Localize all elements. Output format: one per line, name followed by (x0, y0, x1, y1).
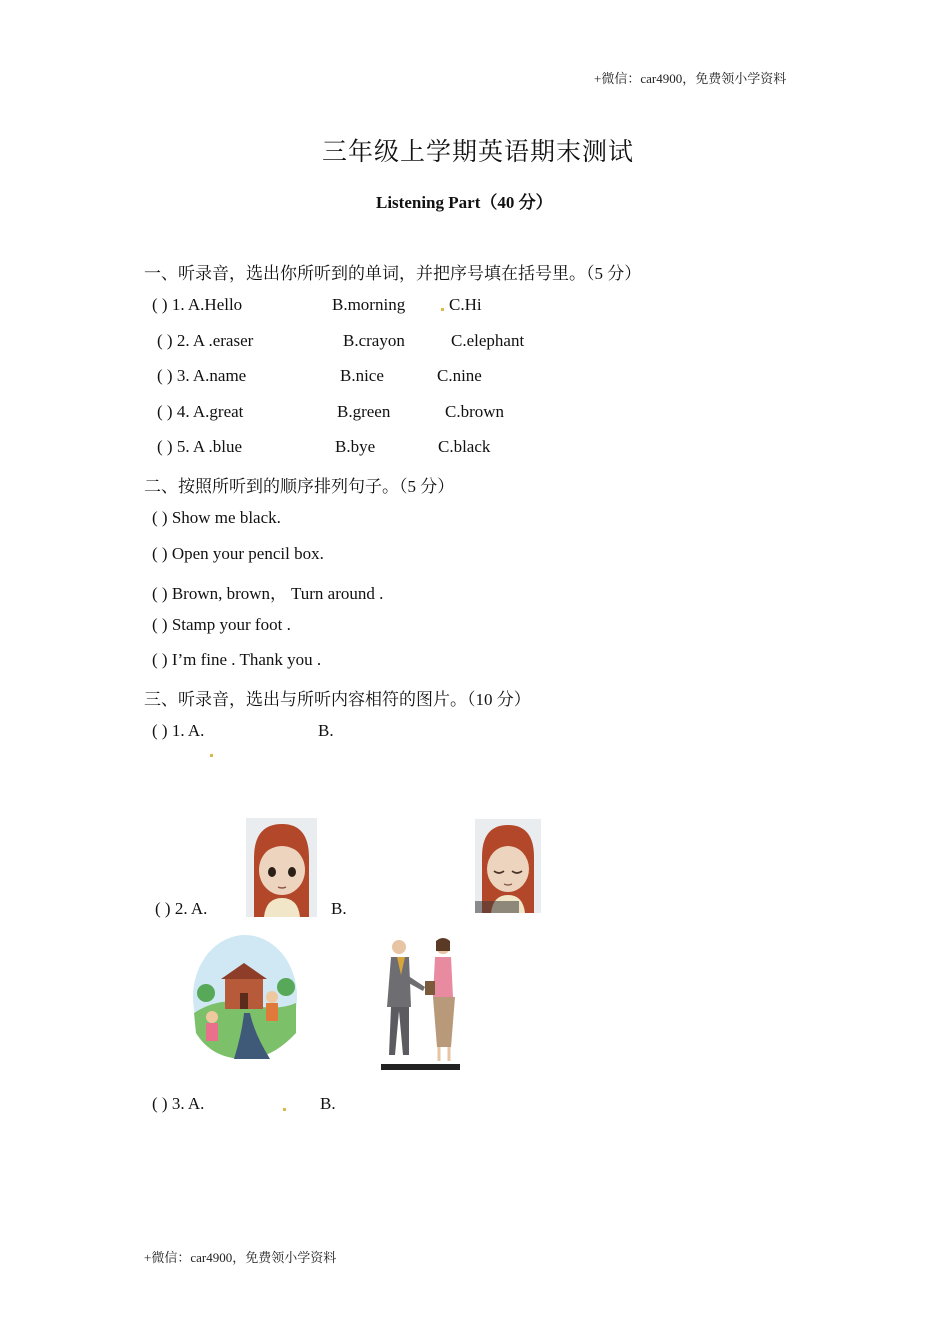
decorative-dot (283, 1108, 286, 1111)
s3-q1-a: ( ) 1. A. (152, 721, 205, 740)
s2-item-2: ( ) Open your pencil box. (152, 544, 324, 563)
footer-note: +微信：car4900，免费领小学资料 (144, 1250, 337, 1265)
section3-heading: 三、听录音，选出与所听内容相符的图片。（10 分） (144, 690, 531, 709)
s1-q5-a: ( ) 5. A .blue (157, 437, 242, 456)
s3-q3-a: ( ) 3. A. (152, 1094, 205, 1113)
decorative-dot (441, 308, 444, 311)
s3-q3-b: B. (320, 1094, 336, 1113)
section2-heading: 二、按照所听到的顺序排列句子。（5 分） (144, 477, 455, 496)
s1-q5-b: B.bye (335, 437, 376, 456)
page-title: 三年级上学期英语期末测试 (322, 139, 635, 166)
s1-q1-c: C.Hi (449, 295, 482, 314)
s2-item-4: ( ) Stamp your foot . (152, 615, 291, 634)
s1-q4-c: C.brown (445, 402, 505, 421)
s2-item-3: ( ) Brown, brown， Turn around . (152, 584, 384, 603)
s1-q2-b: B.crayon (343, 331, 405, 350)
s3-q1-b: B. (318, 721, 334, 740)
s1-q4-b: B.green (337, 402, 391, 421)
s1-q3-b: B.nice (340, 366, 384, 385)
girl-eyes-closed-picture (475, 819, 541, 913)
girl-eyes-open-picture (246, 818, 317, 917)
page-subtitle: Listening Part（40 分） (376, 193, 553, 212)
s1-q3-c: C.nine (437, 366, 482, 385)
kids-going-to-school-picture (192, 933, 298, 1061)
s1-q1-a: ( ) 1. A.Hello (152, 295, 243, 314)
s1-q4-a: ( ) 4. A.great (157, 402, 244, 421)
s3-q2-a: ( ) 2. A. (155, 899, 208, 918)
adults-meeting-picture (381, 935, 460, 1070)
s2-item-1: ( ) Show me black. (152, 508, 281, 527)
s1-q3-a: ( ) 3. A.name (157, 366, 247, 385)
s3-q2-b: B. (331, 899, 347, 918)
s1-q2-c: C.elephant (451, 331, 525, 350)
decorative-dot (210, 754, 213, 757)
s2-item-5: ( ) I’m fine . Thank you . (152, 650, 322, 669)
s1-q5-c: C.black (438, 437, 491, 456)
s1-q2-a: ( ) 2. A .eraser (157, 331, 254, 350)
section1-heading: 一、听录音，选出你所听到的单词，并把序号填在括号里。（5 分） (144, 264, 642, 283)
s1-q1-b: B.morning (332, 295, 406, 314)
header-note: +微信：car4900，免费领小学资料 (594, 71, 787, 86)
